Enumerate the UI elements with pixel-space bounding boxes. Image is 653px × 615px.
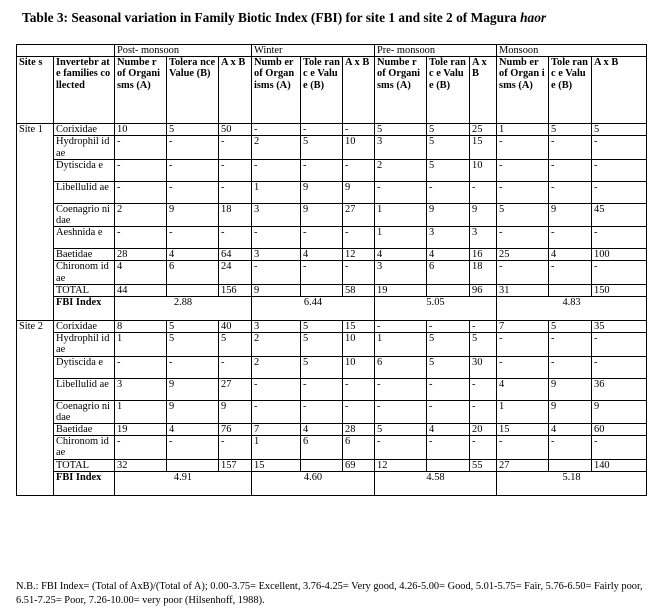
data-cell: 40 — [219, 321, 252, 333]
data-cell: 4 — [375, 249, 427, 261]
data-cell: 19 — [115, 424, 167, 436]
total-cell: 150 — [592, 284, 647, 296]
data-cell: 9 — [549, 378, 592, 400]
data-cell: - — [497, 333, 549, 356]
data-cell: - — [427, 321, 470, 333]
data-cell: - — [549, 436, 592, 459]
data-cell: 28 — [115, 249, 167, 261]
data-cell: - — [549, 136, 592, 159]
data-cell: 3 — [427, 227, 470, 249]
data-cell: - — [375, 181, 427, 203]
data-cell: 35 — [592, 321, 647, 333]
data-cell: - — [219, 356, 252, 378]
table-row — [17, 203, 647, 226]
data-cell: - — [549, 227, 592, 249]
data-cell: 9 — [592, 400, 647, 423]
total-cell: 32 — [115, 459, 167, 471]
data-cell: 5 — [167, 321, 219, 333]
data-cell: 5 — [301, 356, 343, 378]
data-cell: 9 — [167, 378, 219, 400]
data-cell: 9 — [427, 203, 470, 226]
fbi-value: 2.88 — [115, 297, 252, 321]
family-name: Chironom idae — [54, 436, 115, 459]
data-cell: 10 — [343, 356, 375, 378]
data-cell: 64 — [219, 249, 252, 261]
data-cell: - — [115, 436, 167, 459]
data-cell: - — [592, 181, 647, 203]
table-row — [17, 159, 647, 181]
data-cell: - — [427, 436, 470, 459]
family-name: Aeshnida e — [54, 227, 115, 249]
data-cell: 1 — [375, 203, 427, 226]
data-cell: 15 — [470, 136, 497, 159]
data-cell: 3 — [375, 136, 427, 159]
data-cell: 3 — [252, 249, 301, 261]
data-cell: 5 — [375, 124, 427, 136]
fbi-row — [17, 471, 647, 495]
data-cell: 5 — [470, 333, 497, 356]
data-cell: 5 — [301, 321, 343, 333]
data-cell: 25 — [497, 249, 549, 261]
family-name: Dytiscida e — [54, 356, 115, 378]
data-cell: - — [343, 400, 375, 423]
data-cell: - — [375, 378, 427, 400]
header-season: Winter — [252, 45, 375, 57]
data-cell: 2 — [252, 136, 301, 159]
total-cell — [301, 459, 343, 471]
data-cell: - — [470, 378, 497, 400]
data-cell: 5 — [167, 333, 219, 356]
data-cell: 10 — [343, 136, 375, 159]
data-cell: 2 — [252, 356, 301, 378]
data-cell: 6 — [167, 261, 219, 284]
family-name: Coenagrio nidae — [54, 400, 115, 423]
data-cell: - — [470, 181, 497, 203]
family-name: Coenagrio nidae — [54, 203, 115, 226]
total-label: TOTAL — [54, 459, 115, 471]
data-cell: - — [497, 436, 549, 459]
data-cell: 27 — [343, 203, 375, 226]
total-cell: 15 — [252, 459, 301, 471]
table-title-text: Table 3: Seasonal variation in Family Biotic Index (FBI) for site 1 and site 2 of Magura — [22, 10, 521, 25]
data-cell: - — [549, 261, 592, 284]
total-row — [17, 459, 647, 471]
data-cell: - — [115, 356, 167, 378]
footnote: N.B.: FBI Index= (Total of AxB)/(Total of A); 0.00-3.75= Excellent, 3.76-4.25= Very good, 4.26-5.00= Good, 5.01-5.75= Fair, 5.76-6.50= Fairly poor, 6.51-7.25= Poor, 7.26-10.00= very poor (Hilsenhoff, 1988). — [16, 581, 643, 606]
data-cell: - — [375, 436, 427, 459]
header-subcolumn: A x B — [470, 57, 497, 124]
data-cell: 5 — [427, 159, 470, 181]
total-cell — [427, 284, 470, 296]
data-cell: 6 — [301, 436, 343, 459]
data-cell: 3 — [252, 321, 301, 333]
total-cell: 19 — [375, 284, 427, 296]
header-subcolumn: Tolera nce Value (B) — [167, 57, 219, 124]
data-cell: - — [115, 227, 167, 249]
data-cell: 4 — [115, 261, 167, 284]
header-subcolumn: Tole ranc e Valu e (B) — [549, 57, 592, 124]
total-cell: 96 — [470, 284, 497, 296]
data-cell: 2 — [375, 159, 427, 181]
data-cell: 76 — [219, 424, 252, 436]
total-cell: 55 — [470, 459, 497, 471]
data-cell: 5 — [427, 333, 470, 356]
data-cell: 12 — [343, 249, 375, 261]
data-cell: 5 — [219, 333, 252, 356]
fbi-value: 4.83 — [497, 297, 647, 321]
fbi-value: 5.05 — [375, 297, 497, 321]
data-cell: - — [301, 378, 343, 400]
data-cell: - — [343, 378, 375, 400]
data-cell: 9 — [343, 181, 375, 203]
data-cell: - — [592, 136, 647, 159]
header-subcolumn: A x B — [343, 57, 375, 124]
data-cell: - — [219, 136, 252, 159]
data-cell: - — [115, 136, 167, 159]
data-cell: - — [301, 400, 343, 423]
data-cell: 4 — [549, 424, 592, 436]
fbi-value: 4.60 — [252, 471, 375, 495]
table-row — [17, 249, 647, 261]
table-title-italic: haor — [520, 10, 547, 25]
data-cell: - — [427, 400, 470, 423]
header-subcolumn: Numb er of Organ isms (A) — [252, 57, 301, 124]
data-cell: 4 — [167, 249, 219, 261]
data-cell: - — [470, 321, 497, 333]
data-cell: 1 — [115, 400, 167, 423]
data-cell: 10 — [343, 333, 375, 356]
data-cell: - — [167, 136, 219, 159]
data-cell: - — [252, 227, 301, 249]
data-cell: - — [497, 136, 549, 159]
family-name: Libellulid ae — [54, 378, 115, 400]
header-subcolumn: Numb er of Organ isms (A) — [497, 57, 549, 124]
data-cell: - — [470, 436, 497, 459]
data-cell: 25 — [470, 124, 497, 136]
family-name: Hydrophil idae — [54, 333, 115, 356]
data-cell: - — [592, 436, 647, 459]
data-cell: - — [343, 261, 375, 284]
family-name: Hydrophil idae — [54, 136, 115, 159]
table-row — [17, 424, 647, 436]
family-name: Libellulid ae — [54, 181, 115, 203]
data-cell: 9 — [549, 400, 592, 423]
data-cell: 20 — [470, 424, 497, 436]
data-cell: - — [497, 159, 549, 181]
data-cell: - — [252, 378, 301, 400]
data-cell: 1 — [252, 181, 301, 203]
data-cell: 5 — [427, 124, 470, 136]
family-name: Baetidae — [54, 424, 115, 436]
table-row — [17, 261, 647, 284]
table-row — [17, 181, 647, 203]
data-cell: - — [497, 261, 549, 284]
data-cell: - — [252, 159, 301, 181]
table-row — [17, 378, 647, 400]
data-cell: - — [252, 124, 301, 136]
data-cell: - — [592, 356, 647, 378]
data-cell: 100 — [592, 249, 647, 261]
table-title — [22, 10, 647, 26]
data-cell: 9 — [549, 203, 592, 226]
data-cell: - — [301, 124, 343, 136]
data-cell: - — [470, 400, 497, 423]
data-cell: 4 — [427, 424, 470, 436]
data-cell: - — [592, 261, 647, 284]
data-cell: 9 — [167, 400, 219, 423]
data-cell: - — [167, 356, 219, 378]
table-row — [17, 227, 647, 249]
data-cell: 60 — [592, 424, 647, 436]
data-cell: 18 — [470, 261, 497, 284]
header-subcolumn: A x B — [592, 57, 647, 124]
fbi-value: 4.91 — [115, 471, 252, 495]
data-cell: 4 — [427, 249, 470, 261]
total-cell — [167, 284, 219, 296]
data-cell: - — [592, 227, 647, 249]
data-cell: - — [497, 181, 549, 203]
data-cell: 5 — [549, 124, 592, 136]
fbi-row — [17, 297, 647, 321]
data-cell: 4 — [167, 424, 219, 436]
fbi-table — [16, 44, 647, 496]
site-label: Site 1 — [17, 124, 54, 321]
data-cell: 5 — [167, 124, 219, 136]
fbi-label: FBI Index — [54, 297, 115, 321]
data-cell: 1 — [375, 333, 427, 356]
data-cell: 6 — [375, 356, 427, 378]
data-cell: - — [167, 227, 219, 249]
data-cell: 9 — [167, 203, 219, 226]
header-sites: Site s — [17, 57, 54, 124]
data-cell: 10 — [470, 159, 497, 181]
fbi-value: 4.58 — [375, 471, 497, 495]
total-cell: 9 — [252, 284, 301, 296]
header-row-seasons — [17, 45, 647, 57]
fbi-value: 6.44 — [252, 297, 375, 321]
total-cell: 12 — [375, 459, 427, 471]
family-name: Corixidae — [54, 124, 115, 136]
data-cell: 1 — [115, 333, 167, 356]
header-subcolumn: Tole ranc e Valu e (B) — [427, 57, 470, 124]
data-cell: 30 — [470, 356, 497, 378]
header-season: Monsoon — [497, 45, 647, 57]
data-cell: - — [219, 436, 252, 459]
family-name: Baetidae — [54, 249, 115, 261]
data-cell: 24 — [219, 261, 252, 284]
data-cell: 1 — [497, 400, 549, 423]
data-cell: - — [167, 436, 219, 459]
header-subcolumn: Numbe r of Organi sms (A) — [115, 57, 167, 124]
fbi-value: 5.18 — [497, 471, 647, 495]
total-cell: 156 — [219, 284, 252, 296]
total-cell: 58 — [343, 284, 375, 296]
header-subcolumn: Numbe r of Organi sms (A) — [375, 57, 427, 124]
data-cell: 9 — [301, 203, 343, 226]
data-cell: 28 — [343, 424, 375, 436]
total-cell: 27 — [497, 459, 549, 471]
data-cell: 3 — [470, 227, 497, 249]
total-cell — [167, 459, 219, 471]
data-cell: - — [427, 378, 470, 400]
family-name: Corixidae — [54, 321, 115, 333]
data-cell: - — [219, 159, 252, 181]
table-row — [17, 333, 647, 356]
data-cell: 5 — [427, 136, 470, 159]
data-cell: 1 — [252, 436, 301, 459]
total-cell — [549, 459, 592, 471]
data-cell: - — [375, 400, 427, 423]
data-cell: 36 — [592, 378, 647, 400]
total-cell — [427, 459, 470, 471]
data-cell: - — [301, 227, 343, 249]
data-cell: 5 — [375, 424, 427, 436]
total-row — [17, 284, 647, 296]
family-name: Chironom idae — [54, 261, 115, 284]
data-cell: - — [343, 227, 375, 249]
data-cell: 5 — [301, 333, 343, 356]
data-cell: - — [497, 227, 549, 249]
total-cell: 44 — [115, 284, 167, 296]
data-cell: 10 — [115, 124, 167, 136]
data-cell: - — [219, 227, 252, 249]
data-cell: 45 — [592, 203, 647, 226]
data-cell: 4 — [301, 424, 343, 436]
data-cell: 15 — [497, 424, 549, 436]
data-cell: - — [115, 159, 167, 181]
header-season: Pre- monsoon — [375, 45, 497, 57]
data-cell: 1 — [375, 227, 427, 249]
data-cell: 2 — [252, 333, 301, 356]
data-cell: - — [167, 159, 219, 181]
data-cell: 9 — [470, 203, 497, 226]
total-label: TOTAL — [54, 284, 115, 296]
data-cell: 16 — [470, 249, 497, 261]
family-name: Dytiscida e — [54, 159, 115, 181]
data-cell: 6 — [343, 436, 375, 459]
total-cell: 157 — [219, 459, 252, 471]
data-cell: - — [252, 400, 301, 423]
header-row-columns — [17, 57, 647, 124]
data-cell: - — [592, 159, 647, 181]
data-cell: - — [549, 159, 592, 181]
data-cell: - — [301, 261, 343, 284]
data-cell: 27 — [219, 378, 252, 400]
header-season: Post- monsoon — [115, 45, 252, 57]
table-row — [17, 321, 647, 333]
data-cell: - — [343, 124, 375, 136]
data-cell: 50 — [219, 124, 252, 136]
data-cell: - — [167, 181, 219, 203]
total-cell: 140 — [592, 459, 647, 471]
table-row — [17, 400, 647, 423]
data-cell: 4 — [301, 249, 343, 261]
data-cell: - — [549, 333, 592, 356]
total-cell: 69 — [343, 459, 375, 471]
data-cell: - — [115, 181, 167, 203]
data-cell: - — [427, 181, 470, 203]
data-cell: 3 — [252, 203, 301, 226]
header-empty-cell — [17, 45, 115, 57]
table-row — [17, 136, 647, 159]
table-body — [17, 45, 647, 496]
data-cell: 6 — [427, 261, 470, 284]
header-subcolumn: Tole ranc e Valu e (B) — [301, 57, 343, 124]
data-cell: - — [497, 356, 549, 378]
data-cell: 8 — [115, 321, 167, 333]
table-row — [17, 124, 647, 136]
data-cell: 18 — [219, 203, 252, 226]
data-cell: 4 — [549, 249, 592, 261]
data-cell: 9 — [301, 181, 343, 203]
data-cell: 4 — [497, 378, 549, 400]
site-label: Site 2 — [17, 321, 54, 496]
data-cell: 1 — [497, 124, 549, 136]
data-cell: - — [343, 159, 375, 181]
header-families: Invertebr ate families collected — [54, 57, 115, 124]
data-cell: - — [549, 181, 592, 203]
data-cell: - — [549, 356, 592, 378]
data-cell: - — [252, 261, 301, 284]
data-cell: 5 — [497, 203, 549, 226]
header-subcolumn: A x B — [219, 57, 252, 124]
data-cell: 5 — [301, 136, 343, 159]
data-cell: 3 — [375, 261, 427, 284]
data-cell: 9 — [219, 400, 252, 423]
data-cell: 7 — [252, 424, 301, 436]
data-cell: 15 — [343, 321, 375, 333]
data-cell: 7 — [497, 321, 549, 333]
data-cell: - — [301, 159, 343, 181]
table-row — [17, 356, 647, 378]
data-cell: 5 — [549, 321, 592, 333]
data-cell: - — [592, 333, 647, 356]
data-cell: 3 — [115, 378, 167, 400]
table-row — [17, 436, 647, 459]
total-cell: 31 — [497, 284, 549, 296]
fbi-label: FBI Index — [54, 471, 115, 495]
total-cell — [301, 284, 343, 296]
data-cell: - — [219, 181, 252, 203]
data-cell: 2 — [115, 203, 167, 226]
data-cell: - — [375, 321, 427, 333]
total-cell — [549, 284, 592, 296]
data-cell: 5 — [427, 356, 470, 378]
data-cell: 5 — [592, 124, 647, 136]
